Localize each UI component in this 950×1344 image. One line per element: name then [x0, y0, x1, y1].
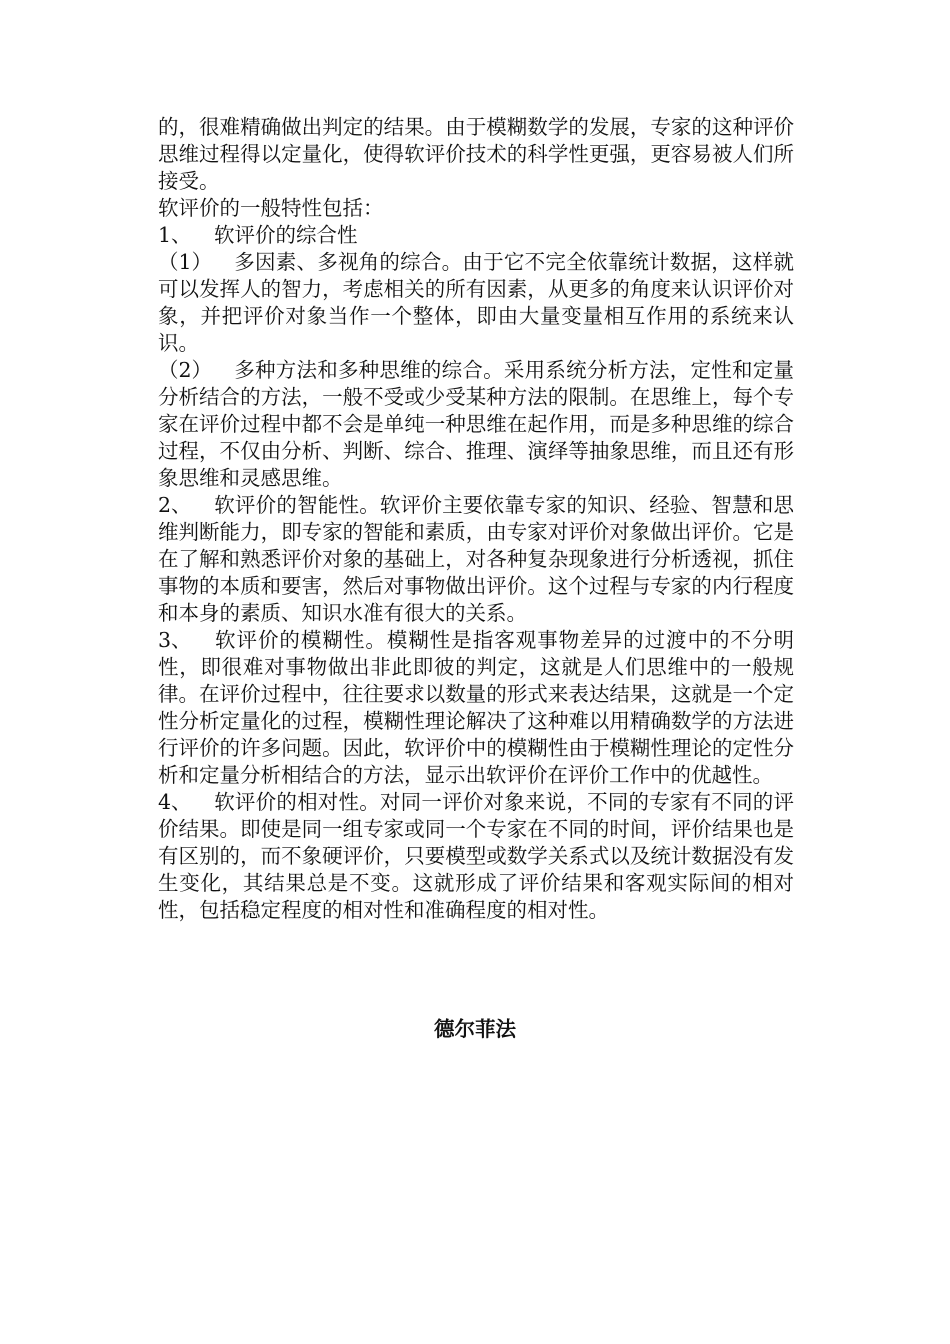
paragraph-intro — [158, 195, 794, 222]
list-item-text: 软评价的智能性。软评价主要依靠专家的知识、经验、智慧和思维判断能力，即专家的智能和素质，由专家对评价对象做出评价。它是在了解和熟悉评价对象的基础上，对各种复杂现象进行分析透视，抓住事物的本质和要害，然后对事物做出评价。这个过程与专家的内行程度和本身的素质、知识水准有很大的关系。 — [158, 493, 794, 625]
sub-item-number: （1） — [158, 250, 213, 274]
list-number: 2、 — [158, 493, 192, 517]
list-item-text: 软评价的相对性。对同一评价对象来说，不同的专家有不同的评价结果。即使是同一组专家或同一个专家在不同的时间，评价结果也是有区别的，而不象硬评价，只要模型或数学关系式以及统计数据没有发生变化，其结果总是不变。这就形成了评价结果和客观实际间的相对性，包括稳定程度的相对性和准确程度的相对性。 — [158, 790, 794, 922]
sub-item-text: 多种方法和多种思维的综合。采用系统分析方法，定性和定量分析结合的方法，一般不受或少受某种方法的限制。在思维上，每个专家在评价过程中都不会是单纯一种思维在起作用，而是多种思维的综合过程，不仅由分析、判断、综合、推理、演绎等抽象思维，而且还有形象思维和灵感思维。 — [158, 358, 794, 490]
list-item-4 — [158, 789, 794, 924]
paragraph-continuation — [158, 114, 794, 195]
sub-item-number: （2） — [158, 358, 213, 382]
list-item-3 — [158, 627, 794, 789]
list-number: 4、 — [158, 790, 192, 814]
paragraph-text: 的，很难精确做出判定的结果。由于模糊数学的发展，专家的这种评价思维过程得以定量化，使得软评价技术的科学性更强，更容易被人们所接受。 — [158, 115, 794, 193]
paragraph-text: 软评价的一般特性包括： — [158, 196, 384, 220]
sub-item-2 — [158, 357, 794, 492]
list-item-2 — [158, 492, 794, 627]
list-number: 1、 — [158, 223, 192, 247]
document-body — [158, 114, 794, 924]
list-item-text: 软评价的模糊性。模糊性是指客观事物差异的过渡中的不分明性，即很难对事物做出非此即彼的判定，这就是人们思维中的一般规律。在评价过程中，往往要求以数量的形式来表达结果，这就是一个定性分析定量化的过程，模糊性理论解决了这种难以用精确数学的方法进行评价的许多问题。因此，软评价中的模糊性由于模糊性理论的定性分析和定量分析相结合的方法，显示出软评价在评价工作中的优越性。 — [158, 628, 794, 787]
sub-item-1 — [158, 249, 794, 357]
list-item-text: 软评价的综合性 — [214, 223, 358, 247]
section-heading: 德尔菲法 — [434, 1017, 516, 1041]
sub-item-text: 多因素、多视角的综合。由于它不完全依靠统计数据，这样就可以发挥人的智力，考虑相关的所有因素，从更多的角度来认识评价对象，并把评价对象当作一个整体，即由大量变量相互作用的系统来认识。 — [158, 250, 794, 355]
list-number: 3、 — [158, 628, 192, 652]
list-item-1 — [158, 222, 794, 249]
